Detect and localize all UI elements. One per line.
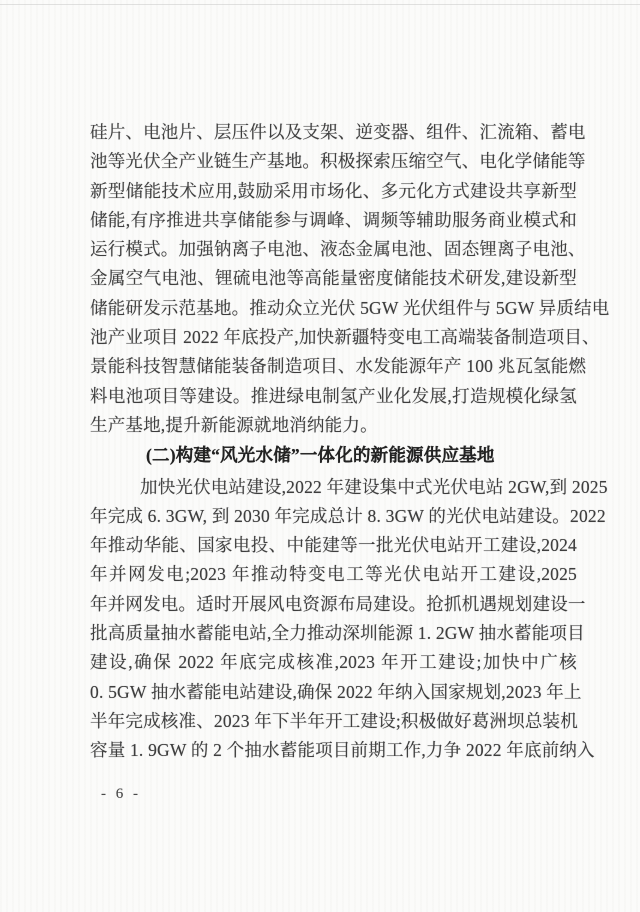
text-line: 0. 5GW 抽水蓄能电站建设,确保 2022 年纳入国家规划,2023 年上 xyxy=(90,681,582,702)
text-line: 新型储能技术应用,鼓励采用市场化、多元化方式建设共享新型 xyxy=(90,180,577,201)
text-line: 储能研发示范基地。推动众立光伏 5GW 光伏组件与 5GW 异质结电 xyxy=(90,297,610,318)
text-line: 金属空气电池、锂硫电池等高能量密度储能技术研发,建设新型 xyxy=(90,268,577,289)
text-line: 年推动华能、国家电投、中能建等一批光伏电站开工建设,2024 xyxy=(90,535,577,556)
paragraph-1 xyxy=(90,118,610,440)
text-line: 年并网发电。适时开展风电资源布局建设。抢抓机遇规划建设一 xyxy=(90,593,586,614)
text-line: 批高质量抽水蓄能电站,全力推动深圳能源 1. 2GW 抽水蓄能项目 xyxy=(90,623,585,644)
text-line: 运行模式。加强钠离子电池、液态金属电池、固态锂离子电池、 xyxy=(90,239,586,260)
text-line: 硅片、电池片、层压件以及支架、逆变器、组件、汇流箱、蓄电 xyxy=(90,122,586,142)
text-line: 生产基地,提升新能源就地消纳能力。 xyxy=(90,414,378,435)
section-heading: (二)构建“风光水储”一体化的新能源供应基地 xyxy=(146,445,495,466)
text-line: 池等光伏全产业链生产基地。积极探索压缩空气、电化学储能等 xyxy=(90,151,586,172)
text-line: 加快光伏电站建设,2022 年建设集中式光伏电站 2GW,到 2025 xyxy=(140,476,608,497)
scan-edge-line xyxy=(0,4,640,5)
text-line: 半年完成核准、2023 年下半年开工建设;积极做好葛洲坝总装机 xyxy=(90,710,578,731)
paragraph-2 xyxy=(90,473,608,766)
text-line: 建设,确保 2022 年底完成核准,2023 年开工建设;加快中广核 xyxy=(90,652,577,673)
text-line: 池产业项目 2022 年底投产,加快新疆特变电工高端装备制造项目、 xyxy=(90,327,600,348)
text-line: 年完成 6. 3GW, 到 2030 年完成总计 8. 3GW 的光伏电站建设。2022 xyxy=(90,505,606,526)
text-line: 容量 1. 9GW 的 2 个抽水蓄能项目前期工作,力争 2022 年底前纳入 xyxy=(90,740,595,761)
page-number: - 6 - xyxy=(101,786,141,802)
text-line: 年并网发电;2023 年推动特变电工等光伏电站开工建设,2025 xyxy=(90,564,577,585)
body-text xyxy=(90,118,610,766)
text-line: 景能科技智慧储能装备制造项目、水发能源年产 100 兆瓦氢能燃 xyxy=(90,356,587,377)
text-line: 储能,有序推进共享储能参与调峰、调频等辅助服务商业模式和 xyxy=(90,209,577,230)
text-line: 料电池项目等建设。推进绿电制氢产业化发展,打造规模化绿氢 xyxy=(90,385,577,406)
